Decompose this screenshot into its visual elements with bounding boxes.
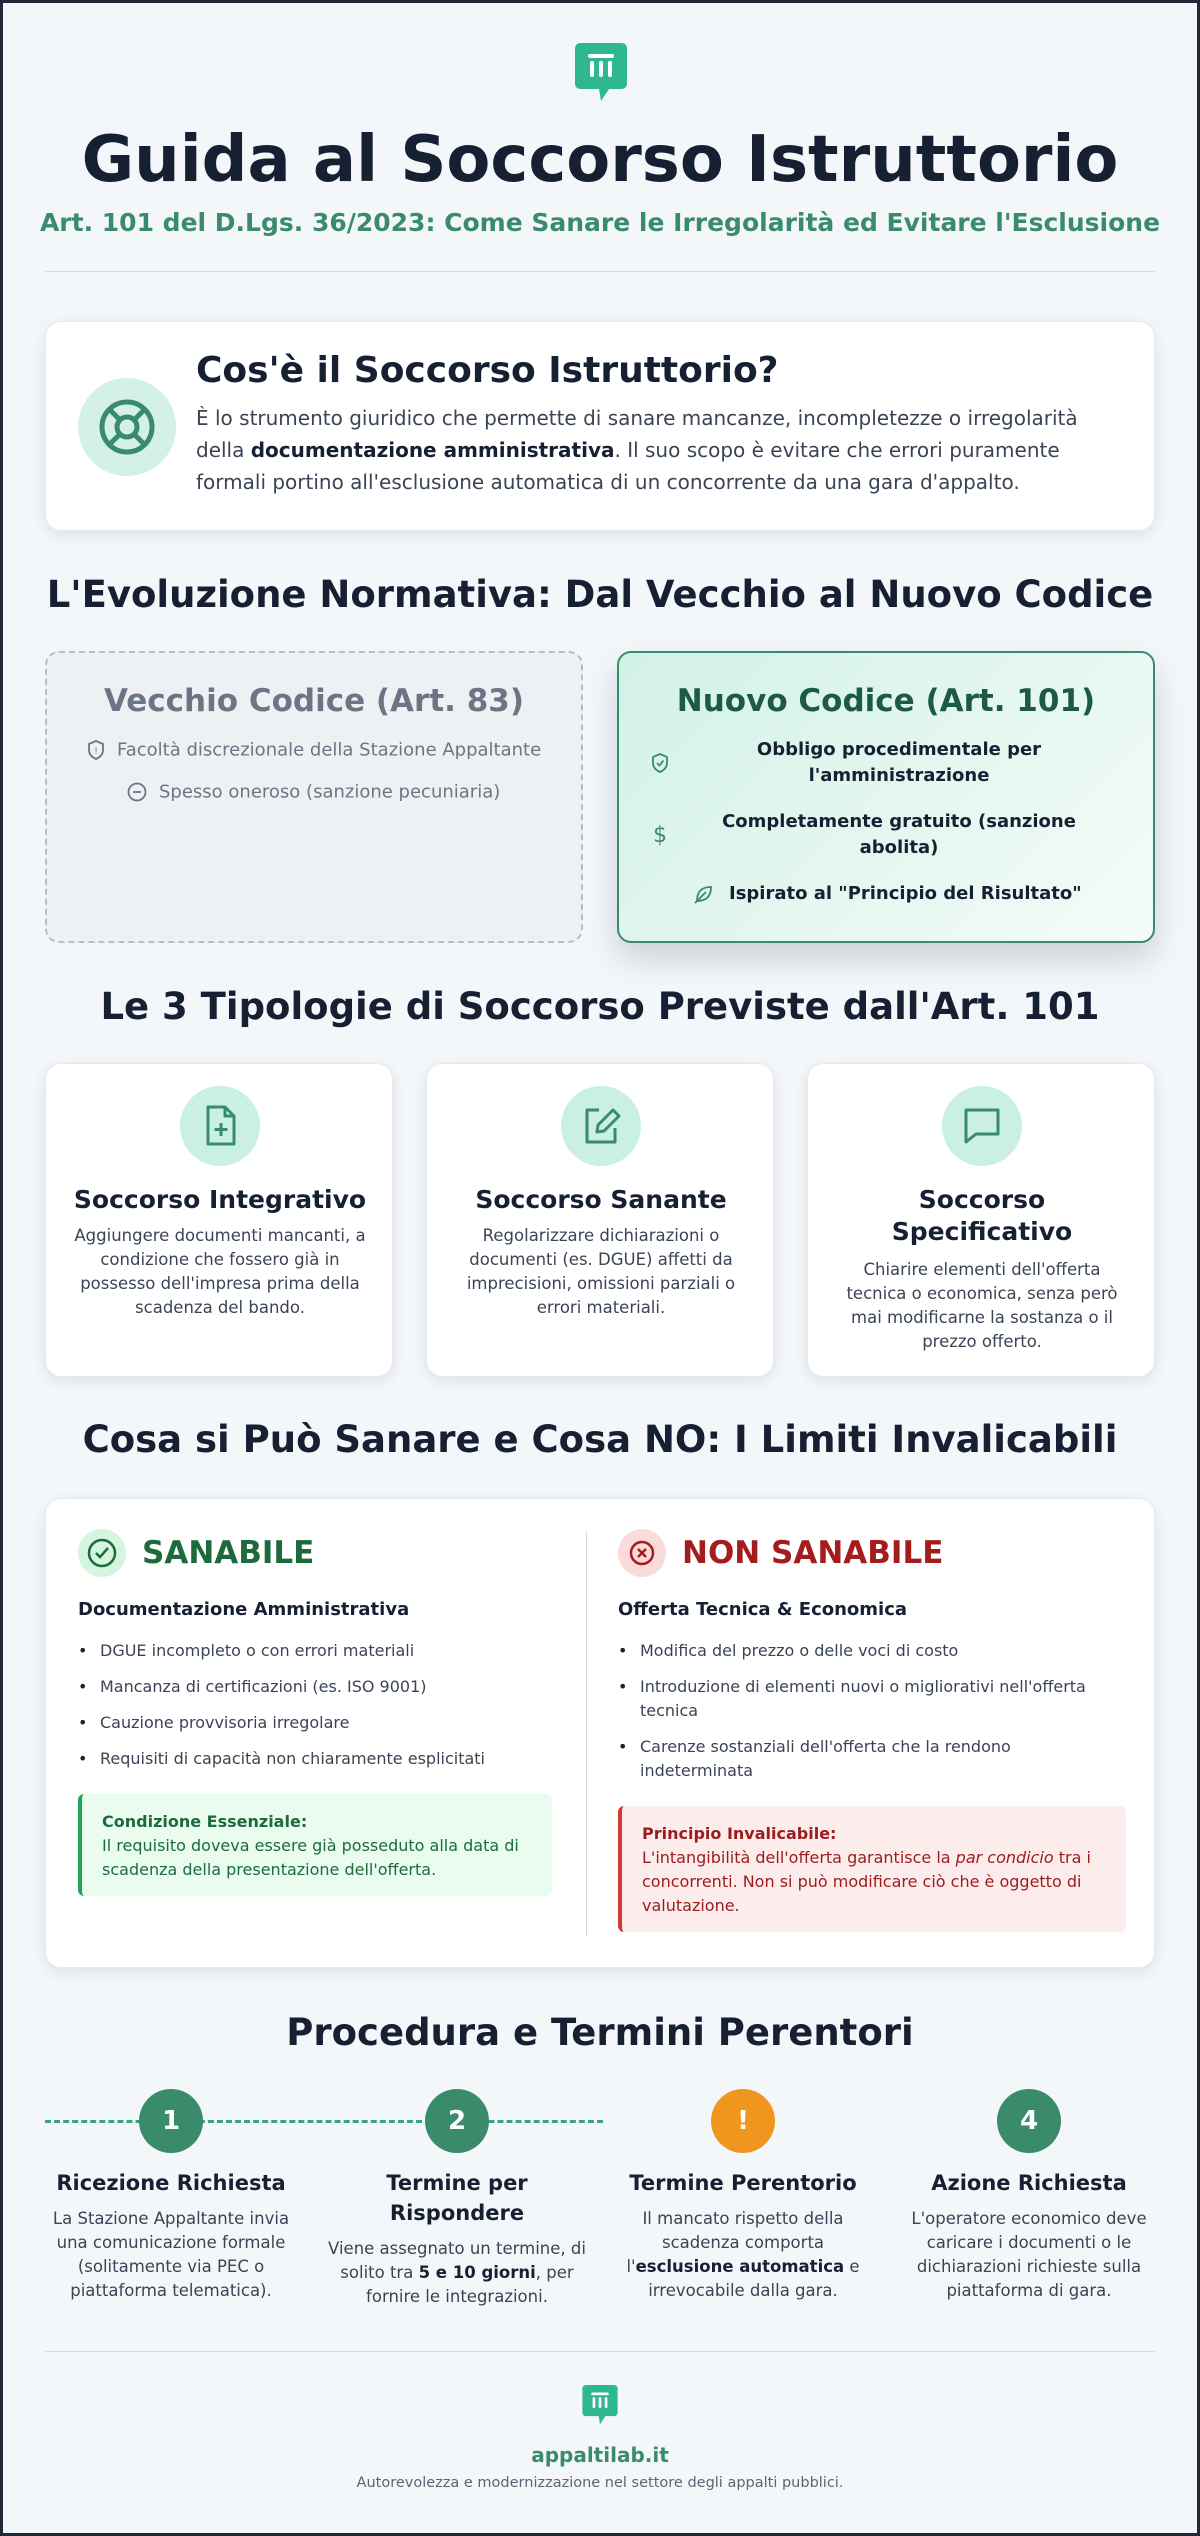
x-circle-icon: [618, 1529, 666, 1577]
intro-card: [45, 321, 1155, 531]
step-text: La Stazione Appaltante invia una comunicazione formale (solitamente via PEC o piattaforma telematica).: [52, 2209, 290, 2300]
type-card-sanante: [426, 1063, 774, 1377]
new-code-item: Ispirato al "Principio del Risultato": [729, 883, 1082, 904]
new-code-card: [617, 651, 1155, 943]
list-item: • Carenze sostanziali dell'offerta che la rendono indeterminata: [618, 1735, 1128, 1783]
dollar-icon: $: [653, 823, 667, 848]
old-code-title: Vecchio Codice (Art. 83): [103, 683, 525, 719]
old-code-item: Spesso oneroso (sanzione pecuniaria): [127, 781, 500, 803]
list-item: • DGUE incompleto o con errori materiali: [78, 1639, 558, 1663]
types-title: Le 3 Tipologie di Soccorso Previste dall'Art. 101: [100, 985, 1100, 1028]
intro-title: Cos'è il Soccorso Istruttorio?: [196, 350, 779, 391]
non-sanabile-title: NON SANABILE: [682, 1535, 944, 1571]
non-sanabile-list: [618, 1639, 1128, 1795]
type-card-integrativo: [45, 1063, 393, 1377]
list-item: • Modifica del prezzo o delle voci di costo: [618, 1639, 1128, 1663]
step-badge: 4: [997, 2089, 1061, 2153]
timeline-line: [45, 2120, 603, 2123]
sanabile-list: [78, 1639, 558, 1783]
new-code-item: Completamente gratuito (sanzione abolita): [722, 811, 1076, 858]
principle-note: [618, 1806, 1126, 1932]
shield-check-icon: [651, 753, 669, 773]
type-title: Soccorso Integrativo: [73, 1185, 367, 1214]
sanabile-subtitle: Documentazione Amministrativa: [78, 1599, 410, 1620]
step-badge: 1: [139, 2089, 203, 2153]
footer-brand[interactable]: appaltilab.it: [531, 2443, 669, 2467]
type-title: Soccorso Sanante: [475, 1185, 727, 1214]
new-code-item: Obbligo procedimentale per l'amministrazione: [756, 739, 1042, 786]
condition-note: [78, 1794, 552, 1896]
list-item: • Mancanza di certificazioni (es. ISO 9001): [78, 1675, 558, 1699]
logo-icon: [575, 43, 627, 105]
minus-circle-icon: [127, 782, 147, 802]
type-text: Chiarire elementi dell'offerta tecnica o economica, senza però mai modificarne la sostanza o il prezzo offerto.: [846, 1260, 1118, 1351]
sanabile-title: SANABILE: [142, 1535, 315, 1571]
step-title: Termine per Rispondere: [386, 2171, 528, 2225]
footer-tagline: Autorevolezza e modernizzazione nel settore degli appalti pubblici.: [356, 2475, 844, 2491]
list-item: • Introduzione di elementi nuovi o migliorativi nell'offerta tecnica: [618, 1675, 1128, 1723]
check-circle-icon: [78, 1529, 126, 1577]
note-title: Condizione Essenziale:: [102, 1812, 308, 1831]
type-text: Regolarizzare dichiarazioni o documenti (es. DGUE) affetti da imprecisioni, omissioni parziali o errori materiali.: [466, 1226, 736, 1317]
page-subtitle: Art. 101 del D.Lgs. 36/2023: Come Sanare le Irregolarità ed Evitare l'Esclusione: [39, 208, 1161, 237]
step-badge-warning: !: [711, 2089, 775, 2153]
step-text: Viene assegnato un termine, di solito tra 5 e 10 giorni, per fornire le integrazioni.: [328, 2239, 586, 2306]
step-badge: 2: [425, 2089, 489, 2153]
new-code-title: Nuovo Codice (Art. 101): [676, 683, 1096, 719]
footer-logo-icon: [582, 2385, 618, 2427]
old-code-card: [45, 651, 583, 943]
note-text: L'intangibilità dell'offerta garantisce la par condicio tra i concorrenti. Non si può modificare ciò che è oggetto di valutazione.: [642, 1848, 1091, 1915]
step-text: L'operatore economico deve caricare i documenti o le dichiarazioni richieste sulla piattaforma di gara.: [911, 2209, 1147, 2300]
type-card-specificativo: [807, 1063, 1155, 1377]
limits-title: Cosa si Può Sanare e Cosa NO: I Limiti Invalicabili: [82, 1418, 1118, 1461]
note-title: Principio Invalicabile:: [642, 1824, 837, 1843]
limits-card: [45, 1498, 1155, 1968]
file-plus-icon: [180, 1086, 260, 1166]
svg-text:!: !: [94, 747, 98, 757]
step-text: Il mancato rispetto della scadenza comporta l'esclusione automatica e irrevocabile dalla gara.: [626, 2209, 860, 2300]
non-sanabile-subtitle: Offerta Tecnica & Economica: [618, 1599, 908, 1620]
message-icon: [942, 1086, 1022, 1166]
procedure-title: Procedura e Termini Perentori: [286, 2011, 914, 2054]
type-title: Soccorso Specificativo: [891, 1185, 1073, 1246]
step-title: Azione Richiesta: [931, 2171, 1127, 2195]
step-title: Ricezione Richiesta: [56, 2171, 286, 2195]
page-title: Guida al Soccorso Istruttorio: [81, 123, 1119, 197]
intro-text: È lo strumento giuridico che permette di sanare mancanze, incompletezze o irregolarità della documentazione amministrativa. Il suo scopo è evitare che errori puramente formali portino all'esclusione automatica di un concorrente da una gara d'appalto.: [196, 406, 1078, 494]
edit-icon: [561, 1086, 641, 1166]
note-text: Il requisito doveva essere già posseduto alla data di scadenza della presentazione dell'offerta.: [102, 1836, 519, 1879]
type-text: Aggiungere documenti mancanti, a condizione che fossero già in possesso dell'impresa prima della scadenza del bando.: [74, 1226, 366, 1317]
leaf-icon: [693, 883, 715, 905]
step-title: Termine Perentorio: [629, 2171, 857, 2195]
page: [3, 3, 1197, 2533]
list-item: • Requisiti di capacità non chiaramente esplicitati: [78, 1747, 558, 1771]
list-item: • Cauzione provvisoria irregolare: [78, 1711, 558, 1735]
divider: [45, 2351, 1155, 2352]
shield-alert-icon: [87, 740, 105, 760]
divider: [45, 271, 1155, 272]
old-code-item: ! Facoltà discrezionale della Stazione Appaltante: [87, 739, 541, 761]
lifebuoy-icon: [78, 378, 176, 476]
evolution-title: L'Evoluzione Normativa: Dal Vecchio al Nuovo Codice: [46, 573, 1154, 616]
column-divider: [586, 1531, 587, 1937]
